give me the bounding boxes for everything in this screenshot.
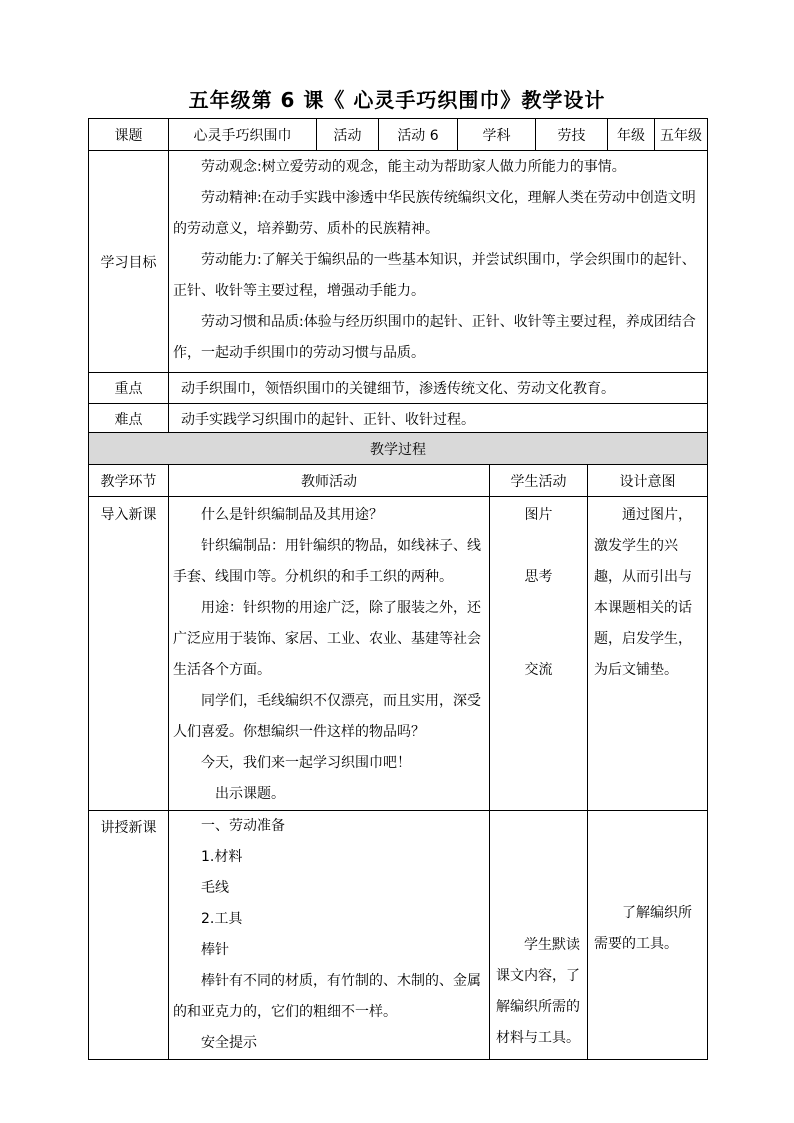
objective-item: 劳动能力:了解关于编织品的一些基本知识，并尝试织围巾，学会织围巾的起针、正针、收针等主要过程，增强动手能力。 bbox=[173, 252, 696, 299]
process-header: 教学过程 bbox=[89, 433, 708, 465]
teacher-line: 棒针 bbox=[201, 942, 229, 958]
teacher-paragraph: 针织编制品：用针编织的物品，如线袜子、线手套、线围巾等。分机织的和手工织的两种。 bbox=[173, 538, 481, 585]
stage-lesson: 讲授新课 bbox=[89, 811, 169, 1060]
teacher-paragraph: 同学们，毛线编织不仅漂亮，而且实用，深受人们喜爱。你想编织一件这样的物品吗？ bbox=[173, 693, 481, 740]
design-intent: 通过图片，激发学生的兴趣，从而引出与本课题相关的话题，启发学生，为后文铺垫。 bbox=[594, 507, 692, 678]
grade-label: 年级 bbox=[608, 119, 655, 151]
student-activity: 交流 bbox=[524, 662, 553, 678]
teaching-process-table bbox=[88, 432, 708, 1060]
difficulty-label: 难点 bbox=[89, 404, 169, 435]
column-header-student: 学生活动 bbox=[490, 465, 588, 497]
activity-value: 活动 6 bbox=[379, 119, 458, 151]
student-activity: 学生默读课文内容，了解编织所需的材料与工具。 bbox=[496, 937, 580, 1046]
student-activity: 图片 bbox=[524, 507, 553, 523]
teacher-paragraph: 出示课题。 bbox=[215, 786, 285, 802]
student-activity: 思考 bbox=[524, 569, 553, 585]
column-header-stage: 教学环节 bbox=[89, 465, 169, 497]
teacher-line: 2.工具 bbox=[201, 911, 243, 927]
objective-item: 劳动精神:在动手实践中渗透中华民族传统编织文化，理解人类在劳动中创造文明的劳动意义，培养勤劳、质朴的民族精神。 bbox=[173, 190, 696, 237]
grade-value: 五年级 bbox=[655, 119, 708, 151]
column-header-teacher: 教师活动 bbox=[169, 465, 490, 497]
page-title: 五年级第 6 课《 心灵手巧织围巾》教学设计 bbox=[188, 88, 606, 112]
difficulty-value: 动手实践学习织围巾的起针、正针、收针过程。 bbox=[169, 404, 708, 435]
teacher-paragraph: 今天，我们来一起学习织围巾吧！ bbox=[201, 755, 411, 771]
activity-label: 活动 bbox=[317, 119, 379, 151]
teacher-paragraph: 用途：针织物的用途广泛，除了服装之外，还广泛应用于装饰、家居、工业、农业、基建等社会生活各个方面。 bbox=[173, 600, 481, 678]
objectives-label: 学习目标 bbox=[89, 151, 169, 373]
topic-label: 课题 bbox=[89, 119, 169, 151]
intro-student-cell bbox=[490, 497, 588, 811]
objectives-cell bbox=[169, 151, 708, 373]
objective-item: 劳动习惯和品质:体验与经历织围巾的起针、正针、收针等主要过程，养成团结合作，一起动手织围巾的劳动习惯与品质。 bbox=[173, 314, 696, 361]
column-header-design: 设计意图 bbox=[588, 465, 708, 497]
intro-teacher-cell bbox=[169, 497, 490, 811]
teacher-line: 毛线 bbox=[201, 880, 229, 896]
teacher-line: 安全提示 bbox=[201, 1035, 257, 1051]
teacher-line: 1.材料 bbox=[201, 849, 243, 865]
lesson-design-cell bbox=[588, 811, 708, 1060]
teacher-paragraph: 棒针有不同的材质，有竹制的、木制的、金属的和亚克力的，它们的粗细不一样。 bbox=[173, 973, 481, 1020]
key-point-value: 动手织围巾，领悟织围巾的关键细节，渗透传统文化、劳动文化教育。 bbox=[169, 373, 708, 404]
teacher-line: 一、劳动准备 bbox=[201, 818, 285, 834]
design-intent: 了解编织所需要的工具。 bbox=[594, 905, 692, 952]
lesson-student-cell bbox=[490, 811, 588, 1060]
teacher-paragraph: 什么是针织编制品及其用途？ bbox=[201, 507, 383, 523]
key-point-label: 重点 bbox=[89, 373, 169, 404]
topic-value: 心灵手巧织围巾 bbox=[169, 119, 317, 151]
objective-item: 劳动观念:树立爱劳动的观念，能主动为帮助家人做力所能力的事情。 bbox=[201, 159, 626, 175]
subject-value: 劳技 bbox=[536, 119, 608, 151]
lesson-info-table bbox=[88, 118, 708, 435]
stage-intro: 导入新课 bbox=[89, 497, 169, 811]
subject-label: 学科 bbox=[458, 119, 536, 151]
intro-design-cell bbox=[588, 497, 708, 811]
lesson-teacher-cell bbox=[169, 811, 490, 1060]
